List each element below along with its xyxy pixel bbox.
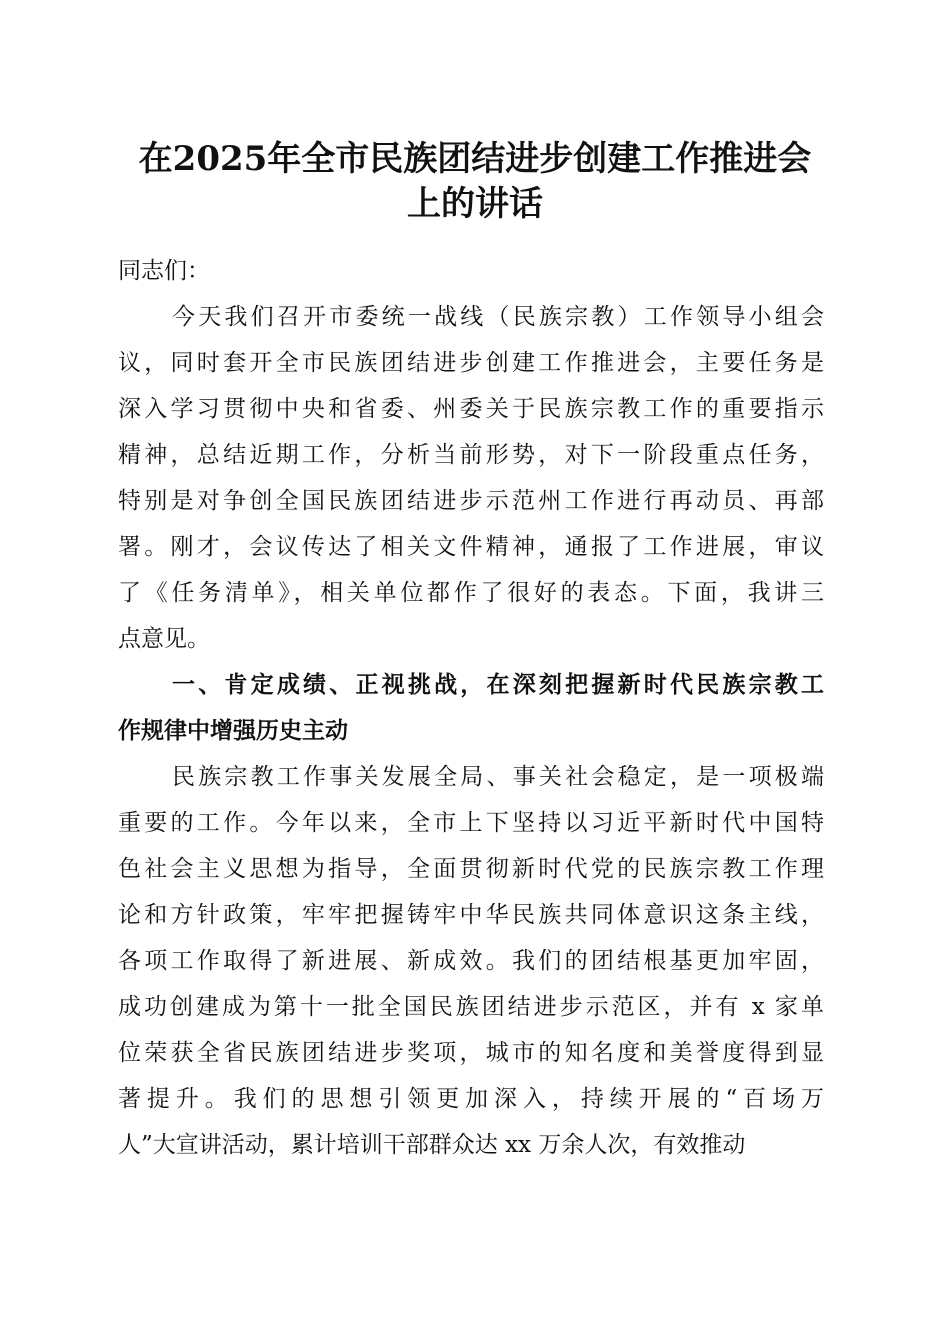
text-line: 深入学习贯彻中央和省委、州委关于民族宗教工作的重要指示 (118, 396, 824, 422)
text-line: 重要的工作。今年以来，全市上下坚持以习近平新时代中国特 (118, 810, 824, 836)
text-line: 色社会主义思想为指导，全面贯彻新时代党的民族宗教工作理 (118, 856, 824, 882)
text-line: 论和方针政策，牢牢把握铸牢中华民族共同体意识这条主线， (118, 902, 824, 928)
text-line: 精神，总结近期工作，分析当前形势，对下一阶段重点任务， (118, 442, 824, 468)
section-heading-1 (118, 662, 824, 754)
text-line: 位荣获全省民族团结进步奖项，城市的知名度和美誉度得到显 (118, 1040, 824, 1066)
text-line: 议，同时套开全市民族团结进步创建工作推进会，主要任务是 (118, 350, 824, 376)
text-line: 成功创建成为第十一批全国民族团结进步示范区，并有 x 家单 (118, 994, 824, 1020)
text-line: 著提升。我们的思想引领更加深入，持续开展的“百场万 (118, 1086, 824, 1112)
paragraph-achievements (118, 754, 824, 1168)
text-line: 民族宗教工作事关发展全局、事关社会稳定，是一项极端 (172, 764, 824, 790)
text-line: 人”大宣讲活动，累计培训干部群众达 xx 万余人次，有效推动 (118, 1132, 746, 1158)
text-line: 各项工作取得了新进展、新成效。我们的团结根基更加牢固， (118, 948, 824, 974)
title-line-1: 在2025年全市民族团结进步创建工作推进会 (138, 139, 812, 179)
text-line: 点意见。 (118, 626, 210, 652)
text-line: 了《任务清单》，相关单位都作了很好的表态。下面，我讲三 (118, 580, 824, 606)
paragraph-intro (118, 294, 824, 662)
text-line: 署。刚才，会议传达了相关文件精神，通报了工作进展，审议 (118, 534, 824, 560)
text-line: 作规律中增强历史主动 (118, 718, 348, 744)
text-line: 特别是对争创全国民族团结进步示范州工作进行再动员、再部 (118, 488, 824, 514)
text-line: 今天我们召开市委统一战线（民族宗教）工作领导小组会 (172, 304, 824, 330)
salutation: 同志们： (118, 258, 210, 284)
text-line: 一、肯定成绩、正视挑战，在深刻把握新时代民族宗教工 (172, 672, 824, 698)
document-title (90, 137, 860, 227)
title-line-2: 上的讲话 (407, 184, 543, 224)
document-body (118, 248, 824, 1168)
